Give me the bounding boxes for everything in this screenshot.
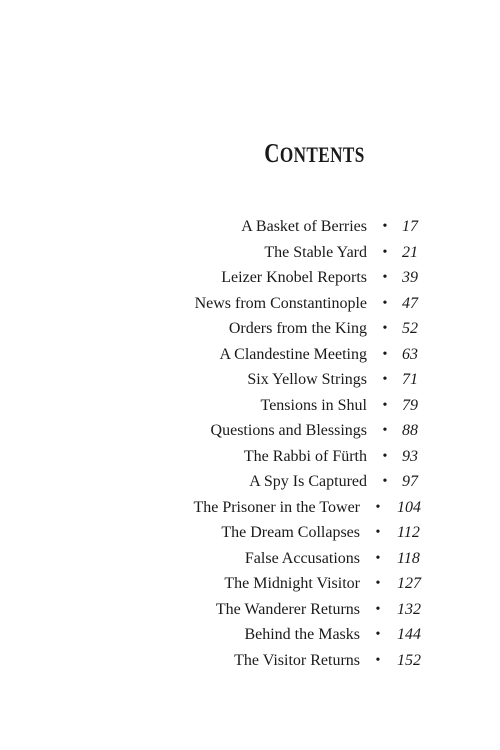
toc-entry-title: The Rabbi of Fürth xyxy=(243,447,367,465)
toc-entry-title: Orders from the King xyxy=(228,320,367,337)
toc-entry-title: The Prisoner in the Tower xyxy=(193,498,360,516)
toc-entry xyxy=(0,648,500,674)
toc-entry-page: 47 xyxy=(402,294,418,312)
toc-entry-bullet: • xyxy=(382,474,388,489)
toc-entry-bullet: • xyxy=(382,244,388,260)
toc-entry-bullet: • xyxy=(375,525,381,540)
toc-entry xyxy=(0,597,500,623)
toc-entry xyxy=(0,291,500,317)
toc-entry-bullet: • xyxy=(382,397,388,413)
toc-entry-page: 112 xyxy=(397,524,420,541)
toc-entry-title: A Basket of Berries xyxy=(241,218,367,235)
toc-entry-title: The Midnight Visitor xyxy=(224,575,360,592)
toc-entry-title: A Spy Is Captured xyxy=(249,473,367,490)
toc-entry-page: 52 xyxy=(402,320,418,337)
toc-entry-page: 21 xyxy=(402,243,418,261)
toc-entry-title: Leizer Knobel Reports xyxy=(221,269,367,286)
table-of-contents xyxy=(0,214,500,673)
toc-entry xyxy=(0,571,500,597)
toc-entry-title: News from Constantinople xyxy=(194,294,367,312)
toc-entry-bullet: • xyxy=(375,499,381,515)
toc-entry-page: 93 xyxy=(402,447,418,465)
toc-entry xyxy=(0,316,500,342)
toc-entry xyxy=(0,520,500,546)
toc-entry-title: The Wanderer Returns xyxy=(215,600,360,618)
toc-entry-title: Behind the Masks xyxy=(244,626,360,643)
toc-entry-page: 127 xyxy=(397,575,421,592)
toc-entry-page: 104 xyxy=(397,498,421,516)
toc-entry-title: The Stable Yard xyxy=(264,243,367,261)
toc-entry-title: A Clandestine Meeting xyxy=(219,345,367,363)
toc-entry-bullet: • xyxy=(375,627,381,642)
toc-entry-bullet: • xyxy=(375,550,381,566)
toc-entry xyxy=(0,367,500,393)
toc-entry xyxy=(0,418,500,444)
toc-entry-bullet: • xyxy=(382,448,388,464)
toc-entry xyxy=(0,265,500,291)
toc-entry-page: 17 xyxy=(402,218,418,235)
toc-entry-page: 63 xyxy=(402,345,418,363)
toc-entry-title: Six Yellow Strings xyxy=(247,371,367,388)
toc-entry xyxy=(0,240,500,266)
toc-entry xyxy=(0,342,500,368)
toc-entry xyxy=(0,622,500,648)
toc-entry-bullet: • xyxy=(382,219,388,234)
toc-entry-bullet: • xyxy=(382,270,388,285)
toc-entry-bullet: • xyxy=(382,423,388,438)
toc-entry-page: 88 xyxy=(402,422,418,439)
toc-entry-bullet: • xyxy=(382,321,388,336)
toc-entry xyxy=(0,444,500,470)
toc-entry-title: The Visitor Returns xyxy=(234,651,360,669)
toc-entry-bullet: • xyxy=(382,346,388,362)
toc-entry xyxy=(0,214,500,240)
toc-entry-page: 118 xyxy=(397,549,420,567)
toc-entry xyxy=(0,469,500,495)
toc-entry-page: 97 xyxy=(402,473,418,490)
toc-entry xyxy=(0,393,500,419)
toc-entry xyxy=(0,495,500,521)
toc-entry-page: 152 xyxy=(397,651,421,669)
toc-entry xyxy=(0,546,500,572)
toc-entry-bullet: • xyxy=(375,652,381,668)
toc-entry-page: 39 xyxy=(402,269,418,286)
toc-entry-bullet: • xyxy=(382,372,388,387)
toc-entry-title: Tensions in Shul xyxy=(260,396,367,414)
toc-entry-page: 79 xyxy=(402,396,418,414)
page-title: CONTENTS xyxy=(264,138,365,168)
toc-entry-page: 132 xyxy=(397,600,421,618)
toc-entry-page: 144 xyxy=(397,626,421,643)
toc-entry-title: The Dream Collapses xyxy=(221,524,360,541)
toc-entry-title: False Accusations xyxy=(244,549,360,567)
toc-entry-bullet: • xyxy=(382,295,388,311)
toc-entry-page: 71 xyxy=(402,371,418,388)
toc-entry-title: Questions and Blessings xyxy=(210,422,367,439)
toc-entry-bullet: • xyxy=(375,576,381,591)
toc-entry-bullet: • xyxy=(375,601,381,617)
